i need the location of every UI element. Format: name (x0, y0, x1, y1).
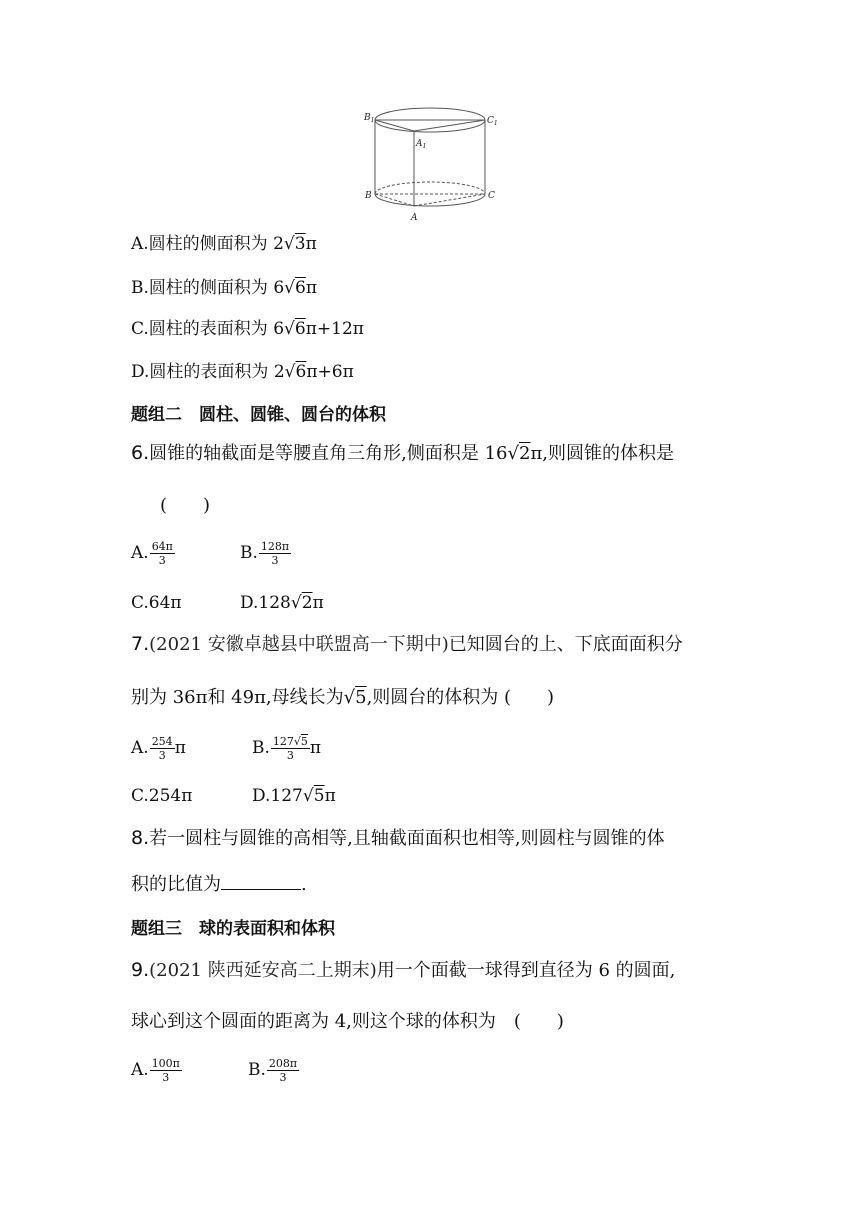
label-a1: $A_1$ (416, 139, 427, 150)
label-c1: $C_1$ (487, 116, 498, 127)
q6-number: 6. (131, 442, 150, 464)
edge-b-a (375, 194, 414, 206)
group2-heading: 题组二 圆柱、圆锥、圆台的体积 (131, 405, 386, 425)
q6-paren: ( ) (160, 495, 211, 516)
q9-stem-line2: 球心到这个圆面的距离为 4,则这个球的体积为 ( ) (131, 1011, 564, 1032)
q6-option-b: B. $\frac{128\pi}{3}$ (240, 540, 290, 567)
group3-heading: 题组三 球的表面积和体积 (131, 919, 335, 939)
q6-option-c: C.64π (131, 593, 182, 613)
edge-a1-c1 (414, 120, 485, 131)
q9-source: (2021 陕西延安高二上期末) (149, 960, 377, 981)
label-c: C (488, 191, 495, 201)
cylinder-figure (360, 98, 505, 228)
q9-option-a: A. $\frac{100\pi}{3}$ (131, 1057, 180, 1084)
label-a: A (411, 213, 418, 223)
bottom-ellipse-back (375, 182, 485, 194)
q6-stem: 6.圆锥的轴截面是等腰直角三角形,侧面积是 16√2π,则圆锥的体积是 (131, 442, 674, 464)
q7-stem-line1: 7.(2021 安徽卓越县中联盟高一下期中)已知圆台的上、下底面面积分 (131, 633, 683, 655)
q9-option-b: B. $\frac{208\pi}{3}$ (248, 1057, 298, 1084)
q7-option-c: C.254π (131, 786, 193, 806)
q9-number: 9. (131, 959, 150, 981)
q7-option-a: A. $\frac{254}{3}$ π (131, 735, 186, 762)
label-b: B (365, 191, 372, 201)
bottom-ellipse-front (375, 194, 485, 206)
q7-option-d: D.127√5π (252, 786, 336, 806)
edge-a-c (414, 194, 485, 206)
q7-option-b: B. $\frac{127√5}{3}$ π (252, 735, 322, 762)
q9-stem-line1: 9.(2021 陕西延安高二上期末)用一个面截一球得到直径为 6 的圆面, (131, 959, 676, 981)
q5-option-d: D.圆柱的表面积为 2√6π+6π (131, 362, 354, 382)
q6-option-a: A. $\frac{64\pi}{3}$ (131, 540, 173, 567)
q8-stem-line1: 8.若一圆柱与圆锥的高相等,且轴截面面积也相等,则圆柱与圆锥的体 (131, 827, 665, 849)
q5-option-c: C.圆柱的表面积为 6√6π+12π (131, 319, 364, 339)
q8-stem-line2: 积的比值为 . (131, 874, 307, 895)
label-b1: $B_1$ (364, 113, 375, 124)
q5-option-a: A.圆柱的侧面积为 2√3π (131, 234, 317, 254)
q6-option-d: D.128√2π (240, 593, 324, 613)
q8-number: 8. (131, 827, 150, 849)
q5-option-b: B.圆柱的侧面积为 6√6π (131, 278, 317, 298)
q7-number: 7. (131, 633, 150, 655)
q8-answer-blank[interactable] (221, 873, 301, 890)
q7-source: (2021 安徽卓越县中联盟高一下期中) (149, 634, 449, 655)
q7-stem-line2: 别为 36π和 49π,母线长为√5,则圆台的体积为 ( ) (131, 687, 555, 708)
